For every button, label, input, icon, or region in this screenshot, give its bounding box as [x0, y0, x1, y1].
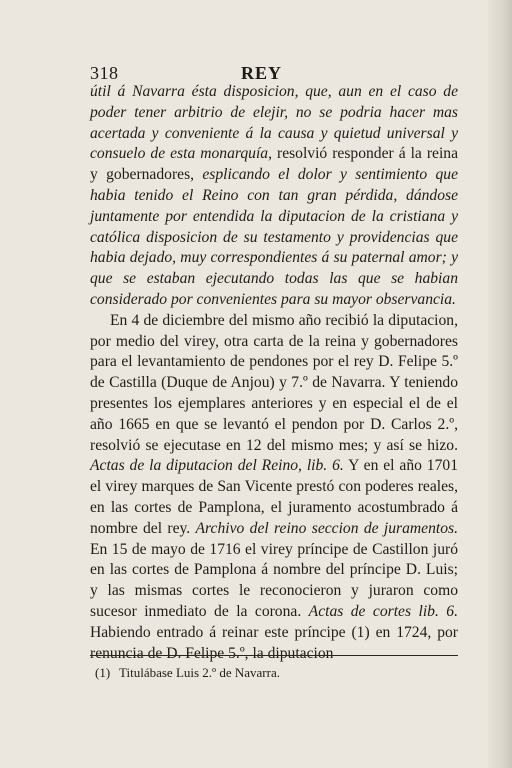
italic-text: útil á Navarra ésta disposicion, que, aun en el caso de poder tener arbitrio de elejir, no se podria hacer mas acertada y conveniente á la causa y quietud universal y consuelo de esta monarquía: [90, 83, 458, 163]
roman-text: En 15 de mayo de 1716 el virey príncipe de Castillon juró en las cortes de Pamplona á nombre del príncipe D. Luis; y las mismas cortes le reconocieron y juraron como sucesor inmediato de la corona.: [90, 540, 458, 620]
paragraph: [90, 311, 458, 665]
italic-text: esplicando el dolor y sentimiento que habia tenido el Reino con tan gran pérdida, dándose juntamente por entendida la diputacion de la cristiana y católica disposicion de su testamento y providencias que habia dejado, muy correspondientes á su paternal amor; y que se estaban ejecutando todas las que se habian considerado por convenientes para su mayor observancia.: [90, 166, 458, 308]
roman-text: , resolvió responder á la reina y gobernadores,: [90, 145, 459, 184]
citation-text: Actas de cortes lib. 6.: [308, 602, 458, 620]
roman-text: En 4 de diciembre del mismo año recibió la diputacion, por medio del virey, otra carta de la reina y gobernadores para el levantamiento de pendones por el rey D. Felipe 5.º de Castilla (Duque de Anjou) y 7.º de Navarra. Y teniendo presentes los ejemplares anteriores y en especial el de el año 1665 en que se levantó el pendon por D. Carlos 2.º, resolvió se ejecutase en 12 del mismo mes; y así se hizo.: [90, 311, 458, 454]
roman-text: Y en el año 1701 el virey marques de San Vicente prestó con poderes reales, en las cortes de Pamplona, el juramento acostumbrado á nombre del rey.: [90, 457, 458, 537]
footnote-marker: (1): [95, 665, 111, 680]
paragraph-continuation: [90, 82, 458, 311]
roman-text: Habiendo entrado á reinar este príncipe (1) en 1724, por renuncia de D. Felipe 5.º, la diputacion: [90, 623, 458, 662]
citation-text: Archivo del reino seccion de juramentos.: [195, 519, 458, 537]
page-gutter-shadow: [488, 0, 512, 768]
running-head: REY: [241, 63, 283, 83]
page-number: 318: [90, 63, 119, 83]
footnote-rule: [90, 655, 458, 656]
footnote: [95, 664, 455, 682]
citation-text: Actas de la diputacion del Reino, lib. 6.: [90, 457, 344, 475]
body-text: [90, 82, 458, 664]
footnote-text: Titulábase Luis 2.º de Navarra.: [119, 665, 280, 680]
